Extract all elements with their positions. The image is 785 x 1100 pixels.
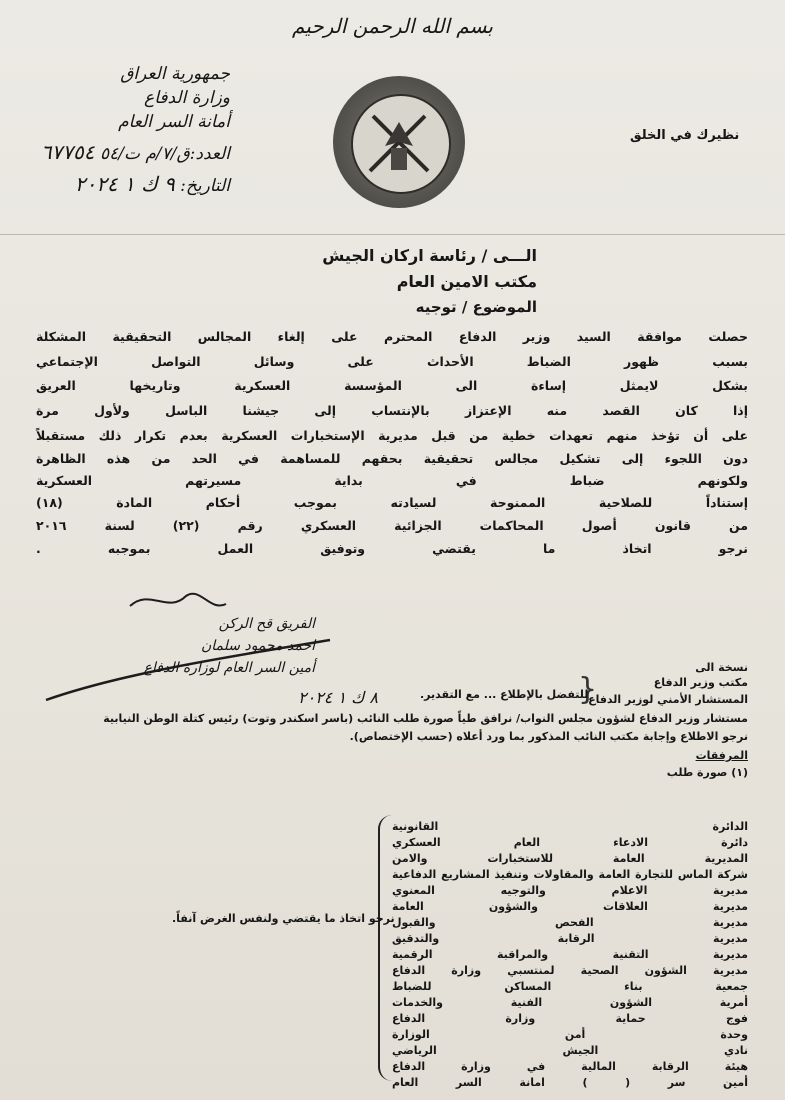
date-label: التاريخ: [180, 176, 230, 196]
distribution-item-3: المديرية العامة للاستخبارات والامن [392, 852, 748, 865]
body-line-9: من قانون أصول المحاكمات الجزائية العسكري رقم (٢٢) لسنة ٢٠١٦ [36, 518, 749, 533]
distribution-item-14: وحدة أمن الوزارة [392, 1028, 748, 1041]
copies-heading: نسخة الى [695, 661, 748, 674]
header-date [75, 172, 230, 196]
header-ministry: وزارة الدفاع [144, 88, 230, 108]
addressee-to: الـــى / رئاسة اركان الجيش [322, 246, 537, 265]
distribution-note: نرجو اتخاذ ما يقتضي ولنفس الغرض آنفاً. [172, 912, 395, 925]
ministry-seal-icon [333, 76, 465, 208]
distribution-item-2: دائرة الادعاء العام العسكري [392, 836, 748, 849]
body-line-4: إذا كان القصد منه الإعتزاز بالإنتساب إلى جيشنا الباسل ولأول مرة [36, 403, 748, 418]
distribution-item-6: مديرية العلاقات والشؤون العامة [392, 900, 748, 913]
signature-rank: الفريق قح الركن [218, 616, 315, 632]
body-line-10: نرجو اتخاذ ما يقتضي وتوفيق العمل بموجبه . [36, 541, 748, 556]
distribution-item-9: مديرية التقنية والمراقبة الرقمية [392, 948, 748, 961]
copies-item-1: مكتب وزير الدفاع [653, 676, 748, 689]
distribution-item-4: شركة الماس للتجارة العامة والمقاولات وتنفيذ المشاريع الدفاعية [392, 868, 748, 881]
distribution-item-17: أمين سر ( ) امانة السر العام [392, 1076, 748, 1089]
body-line-1: حصلت موافقة السيد وزير الدفاع المحترم على إلغاء المجالس التحقيقية المشكلة [36, 329, 748, 344]
body-line-3: بشكل لايمثل إساءة الى المؤسسة العسكرية وتاريخها العريق [36, 378, 748, 393]
distribution-item-1: الدائرة القانونية [392, 820, 748, 833]
header-number [41, 140, 230, 164]
distribution-item-10: مديرية الشؤون الصحية لمنتسبي وزارة الدفاع [392, 964, 748, 977]
copies-item-3: مستشار وزير الدفاع لشؤون مجلس النواب/ نرافق طياً صورة طلب النائب (باسر اسكندر وتوت) رئيس كتلة الوطن النيابية [103, 712, 748, 725]
distribution-item-16: هيئة الرقابة المالية في وزارة الدفاع [392, 1060, 748, 1073]
distribution-brace [378, 815, 398, 1081]
body-line-7: ولكونهم ضباط في بداية مسيرتهم العسكرية [36, 473, 748, 488]
header-quote: نظيرك في الخلق [630, 128, 740, 143]
body-line-8: إستناداً للصلاحية الممنوحة لسيادته بموجب أحكام المادة (١٨) [36, 495, 748, 510]
header-country: جمهورية العراق [120, 64, 230, 84]
attachment-1: (١) صورة طلب [666, 766, 748, 779]
subject-line: الموضوع / توجيه [415, 298, 537, 316]
body-line-2: بسبب ظهور الضباط الأحداث على وسائل التواصل الإجتماعي [36, 354, 748, 369]
distribution-item-5: مديرية الاعلام والتوجيه المعنوي [392, 884, 748, 897]
copies-brace: } [578, 672, 598, 707]
header-divider [0, 234, 785, 235]
addressee-office: مكتب الامين العام [396, 272, 537, 291]
signature-name: احمد محمود سلمان [201, 638, 315, 654]
distribution-item-8: مديرية الرقابة والتدقيق [392, 932, 748, 945]
date-value: ٩ ك ١ ٢٠٢٤ [74, 172, 175, 196]
distribution-item-15: نادي الجيش الرياضي [392, 1044, 748, 1057]
signature-title: أمين السر العام لوزارة الدفاع [143, 660, 315, 676]
body-line-5: على أن تؤخذ منهم تعهدات خطية من قبل مديرية الإستخبارات العسكرية بعدم تكرار ذلك مستقبلاً [36, 428, 748, 443]
attachments-heading: المرفقات [695, 749, 748, 762]
number-handwritten: ٦٧٧٥٤ [40, 140, 95, 164]
number-label: العدد:ق/٧/م ت/٥٤ [99, 144, 230, 164]
copies-item-2: المستشار الأمني لوزير الدفاع [588, 693, 748, 706]
signature-date: ٨ ك ١ ٢٠٢٤ [298, 688, 379, 707]
distribution-item-12: أمرية الشؤون الفنية والخدمات [392, 996, 748, 1009]
distribution-item-11: جمعية بناء المساكن للضباط [392, 980, 748, 993]
header-secretariat: أمانة السر العام [118, 112, 230, 132]
distribution-item-7: مديرية الفحص والقبول [392, 916, 748, 929]
basmala: بسم الله الرحمن الرحيم [291, 14, 493, 38]
copies-item-4: نرجو الاطلاع وإجابة مكتب النائب المذكور بما ورد أعلاه (حسب الإختصاص). [349, 730, 748, 743]
copies-note: للتفضل بالإطلاع ... مع التقدير. [420, 688, 589, 701]
distribution-item-13: فوج حماية وزارة الدفاع [392, 1012, 748, 1025]
body-line-6: دون اللجوء إلى تشكيل مجالس تحقيقية بحقهم للمساهمة في الحد من هذه الظاهرة [36, 451, 748, 466]
